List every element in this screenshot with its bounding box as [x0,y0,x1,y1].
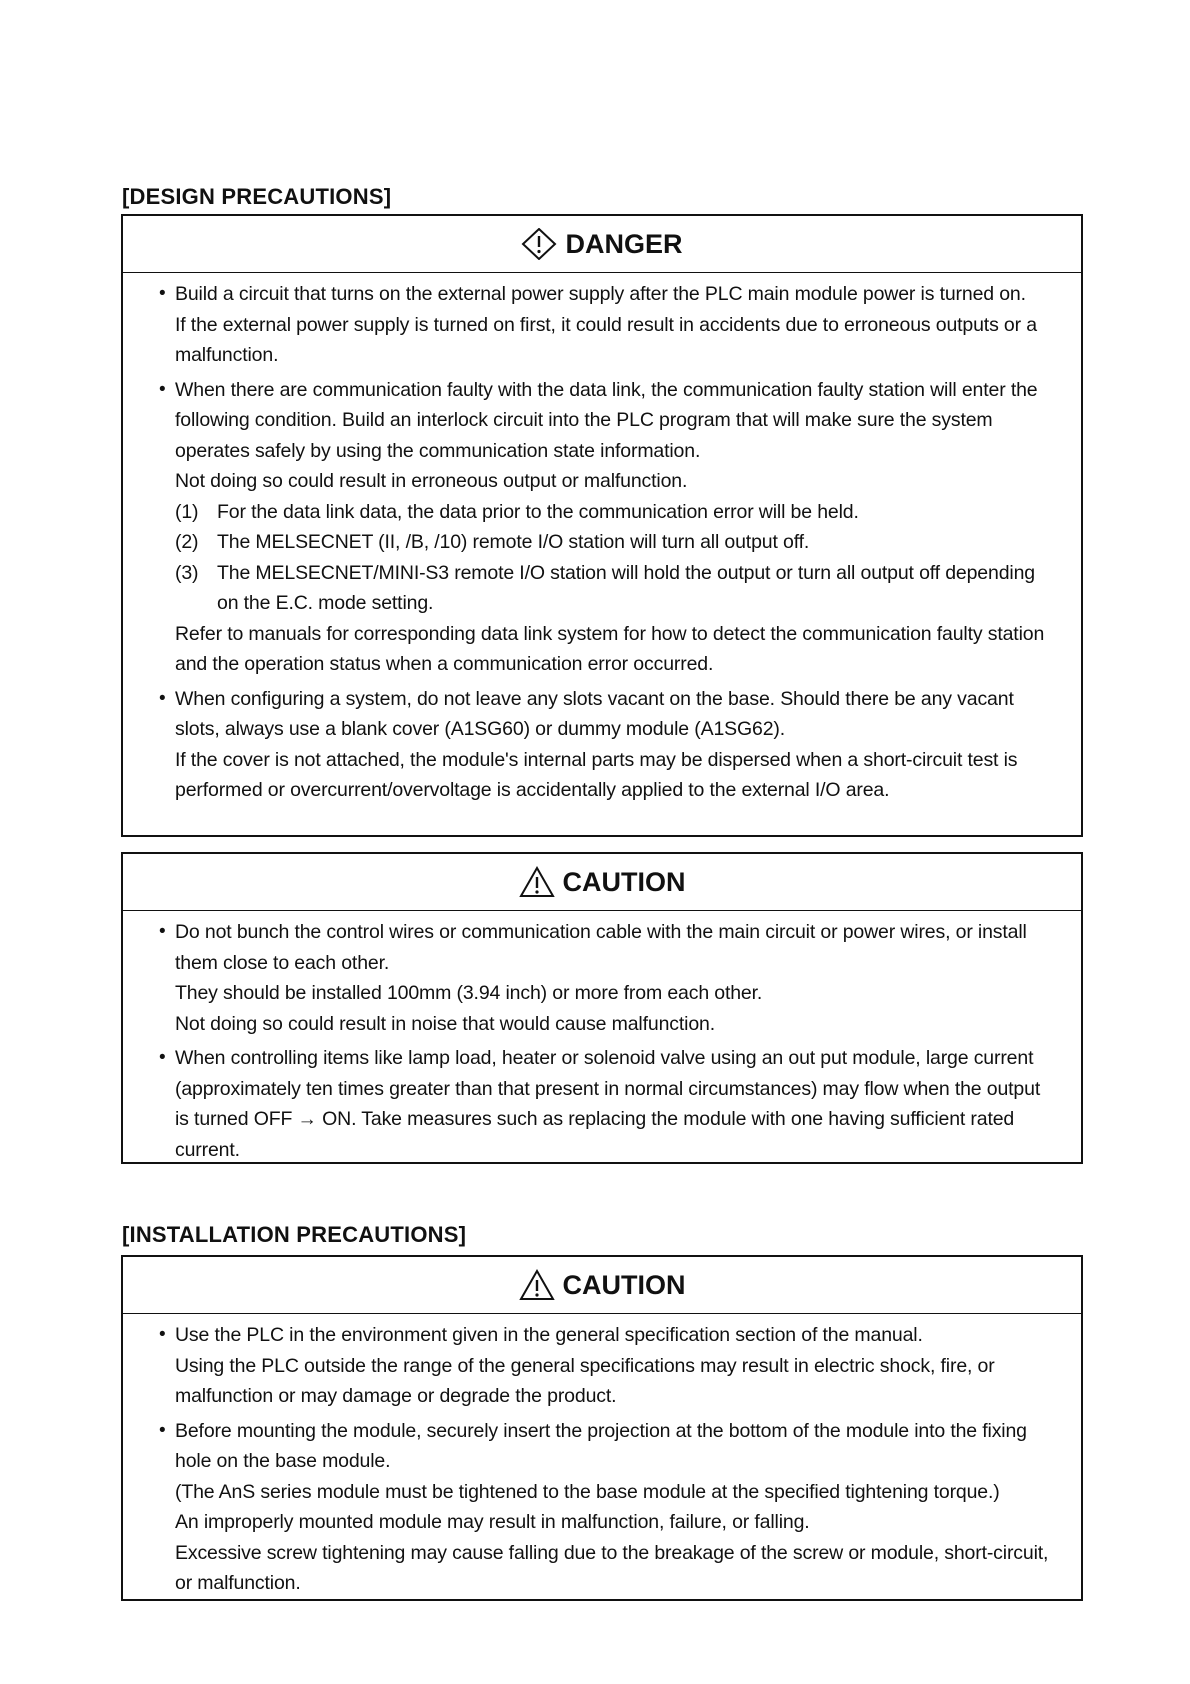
bullet: • [159,687,166,709]
sub-item-number: (3) [175,561,199,584]
installation-precautions-heading: [INSTALLATION PRECAUTIONS] [122,1222,467,1247]
sub-item-number: (2) [175,531,199,553]
item-text: Build a circuit that turns on the external power supply after the PLC main module power is turned on. [175,283,1026,305]
item-text: If the external power supply is turned on first, it could result in accidents due to erroneous outputs or a malfunction. [175,313,1037,366]
danger-title: DANGER [565,228,683,259]
item-text: Before mounting the module, securely insert the projection at the bottom of the module into the fixing hole on the base module. [175,1419,1027,1472]
bullet: • [159,1324,166,1345]
item-text: Use the PLC in the environment given in the general specification section of the manual. [175,1324,923,1346]
caution-warning-icon [519,1269,555,1301]
design-caution-body [123,911,1081,1165]
item-text: Using the PLC outside the range of the general specifications may result in electric shock, fire, or malfunction or may damage or degrade the product. [175,1354,995,1407]
list-item [159,1043,1051,1165]
bullet: • [159,1419,166,1441]
danger-box [121,214,1083,837]
item-text: Not doing so could result in erroneous output or malfunction. [175,470,688,492]
item-text: An improperly mounted module may result in malfunction, failure, or falling. [175,1511,810,1533]
list-item [159,684,1051,806]
item-text: If the cover is not attached, the module's internal parts may be dispersed when a short-circuit test is performed or overcurrent/overvoltage is accidentally applied to the external I/O area. [175,748,1018,801]
list-item [159,1416,1051,1599]
bullet: • [159,378,166,400]
caution-warning-icon [519,866,555,898]
sub-item-text: The MELSECNET/MINI-S3 remote I/O station will hold the output or turn all output off depending on the E.C. mode setting. [217,561,1035,614]
item-text: Refer to manuals for corresponding data link system for how to detect the communication faulty station and the operation status when a communication error occurred. [175,622,1045,675]
danger-header [123,216,1081,273]
sub-item-text: For the data link data, the data prior to the communication error will be held. [217,500,859,523]
list-item [159,279,1051,371]
list-item [159,375,1051,680]
item-text: (The AnS series module must be tightened to the base module at the specified tightening torque.) [175,1480,1000,1503]
danger-icon [521,228,557,260]
item-text: When configuring a system, do not leave any slots vacant on the base. Should there be any vacant slots, always use a blank cover (A1SG60) or dummy module (A1SG62). [175,687,1014,740]
sub-item [175,527,1051,558]
design-precautions-heading: [DESIGN PRECAUTIONS] [122,184,392,209]
installation-caution-title: CAUTION [562,1269,686,1300]
bullet: • [159,921,166,942]
sub-item [175,497,1051,528]
danger-body [123,273,1081,806]
item-text: When controlling items like lamp load, heater or solenoid valve using an out put module, large current (approximately ten times greater than that present in normal circumstances) may flow when the output is turned OFF → ON. Take measures such as replacing the module with one having sufficient rated current. [175,1047,1041,1161]
installation-caution-box [121,1255,1083,1601]
installation-caution-header [123,1257,1081,1314]
item-text: Not doing so could result in noise that would cause malfunction. [175,1012,715,1035]
design-caution-header [123,854,1081,911]
item-text: Excessive screw tightening may cause falling due to the breakage of the screw or module, short-circuit, or malfunction. [175,1541,1049,1594]
sub-item-text: The MELSECNET (II, /B, /10) remote I/O station will turn all output off. [217,531,810,553]
item-text: They should be installed 100mm (3.94 inch) or more from each other. [175,982,763,1004]
item-text: When there are communication faulty with the data link, the communication faulty station will enter the following condition. Build an interlock circuit into the PLC program that will make sure the system operates safely by using the communication state information. [175,378,1038,462]
sub-item-number: (1) [175,500,199,523]
sub-item [175,558,1051,619]
design-caution-box [121,852,1083,1164]
list-item [159,1320,1051,1412]
bullet: • [159,1047,166,1068]
item-text: Do not bunch the control wires or communication cable with the main circuit or power wires, or install them close to each other. [175,921,1027,974]
installation-caution-body [123,1314,1081,1599]
bullet: • [159,283,166,304]
design-caution-title: CAUTION [562,866,686,897]
list-item [159,917,1051,1039]
